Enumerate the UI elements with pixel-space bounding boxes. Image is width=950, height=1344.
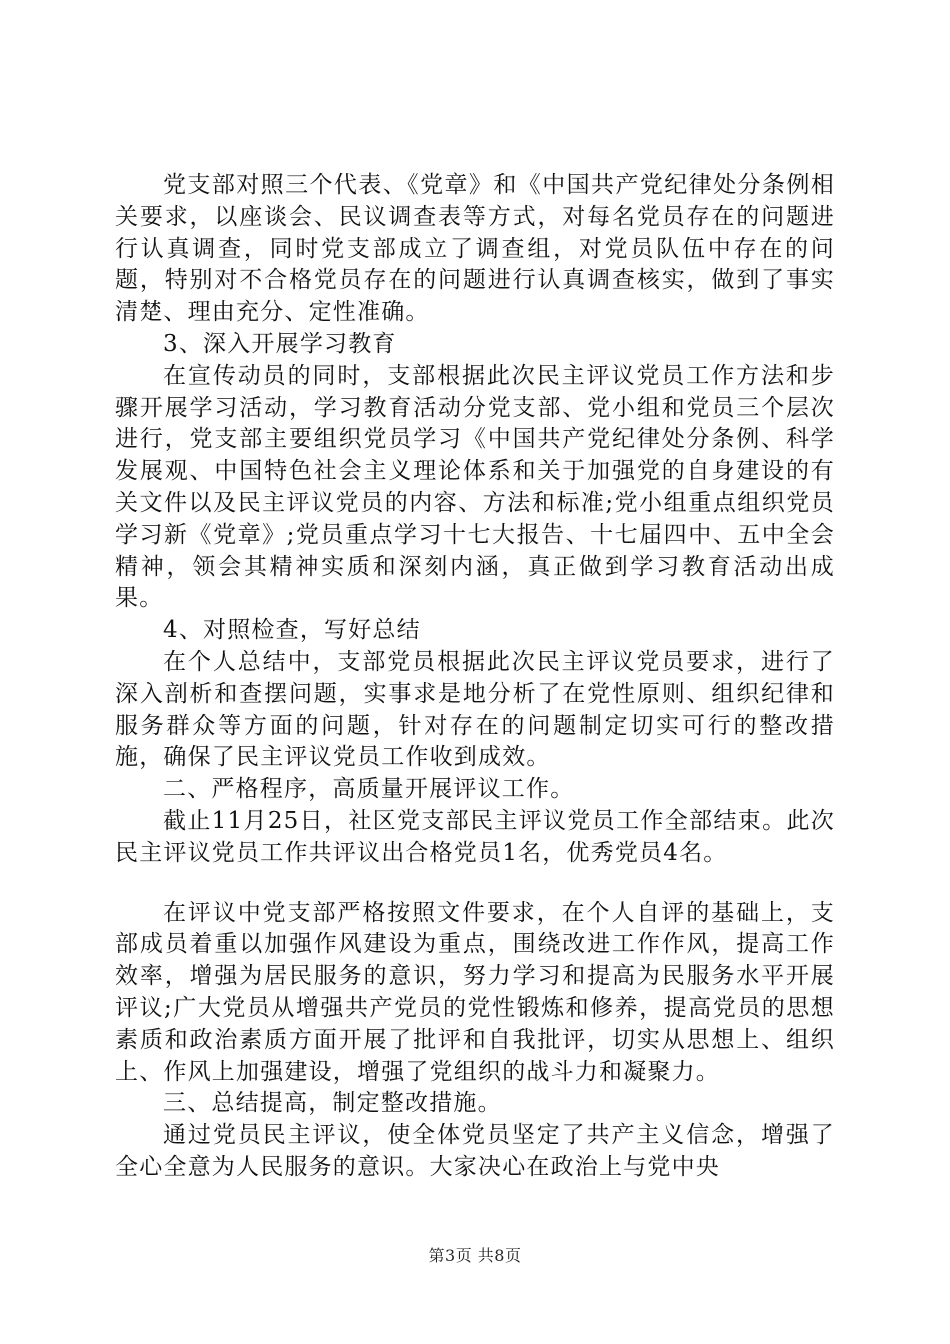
paragraph-evaluation-process: 在评议中党支部严格按照文件要求，在个人自评的基础上，支部成员着重以加强作风建设为重点，围绕改进工作作风，提高工作效率，增强为居民服务的意识，努力学习和提高为民服务水平开展评议;广大党员从增强共产党员的党性锻炼和修养，提高党员的思想素质和政治素质方面开展了批评和自我批评，切实从思想上、组织上、作风上加强建设，增强了党组织的战斗力和凝聚力。 bbox=[115, 899, 835, 1085]
paragraph-check-summary: 在个人总结中，支部党员根据此次民主评议党员要求，进行了深入剖析和查摆问题，实事求是地分析了在党性原则、组织纪律和服务群众等方面的问题，针对存在的问题制定切实可行的整改措施，确保了民主评议党员工作收到成效。 bbox=[115, 648, 835, 771]
page-number-footer: 第3页 共8页 bbox=[428, 1246, 522, 1265]
heading-rectification: 三、总结提高，制定整改措施。 bbox=[163, 1090, 502, 1117]
heading-study-education: 3、深入开展学习教育 bbox=[163, 330, 397, 357]
paragraph-rectification: 通过党员民主评议，使全体党员坚定了共产主义信念，增强了全心全意为人民服务的意识。大家决心在政治上与党中央 bbox=[115, 1122, 835, 1180]
paragraph-evaluation-result: 截止11月25日，社区党支部民主评议党员工作全部结束。此次民主评议党员工作共评议出合格党员1名，优秀党员4名。 bbox=[115, 807, 835, 866]
document-body bbox=[115, 170, 835, 1184]
paragraph-study-education: 在宣传动员的同时，支部根据此次民主评议党员工作方法和步骤开展学习活动，学习教育活动分党支部、党小组和党员三个层次进行，党支部主要组织党员学习《中国共产党纪律处分条例、科学发展观、中国特色社会主义理论体系和关于加强党的自身建设的有关文件以及民主评议党员的内容、方法和标准;党小组重点组织党员学习新《党章》;党员重点学习十七大报告、十七届四中、五中全会精神，领会其精神实质和深刻内涵，真正做到学习教育活动出成果。 bbox=[115, 362, 835, 612]
paragraph-investigation: 党支部对照三个代表、《党章》和《中国共产党纪律处分条例相关要求，以座谈会、民议调查表等方式，对每名党员存在的问题进行认真调查，同时党支部成立了调查组，对党员队伍中存在的问题，特别对不合格党员存在的问题进行认真调查核实，做到了事实清楚、理由充分、定性准确。 bbox=[115, 172, 835, 326]
heading-strict-procedure: 二、严格程序，高质量开展评议工作。 bbox=[163, 776, 575, 803]
heading-check-summary: 4、对照检查，写好总结 bbox=[163, 617, 421, 644]
